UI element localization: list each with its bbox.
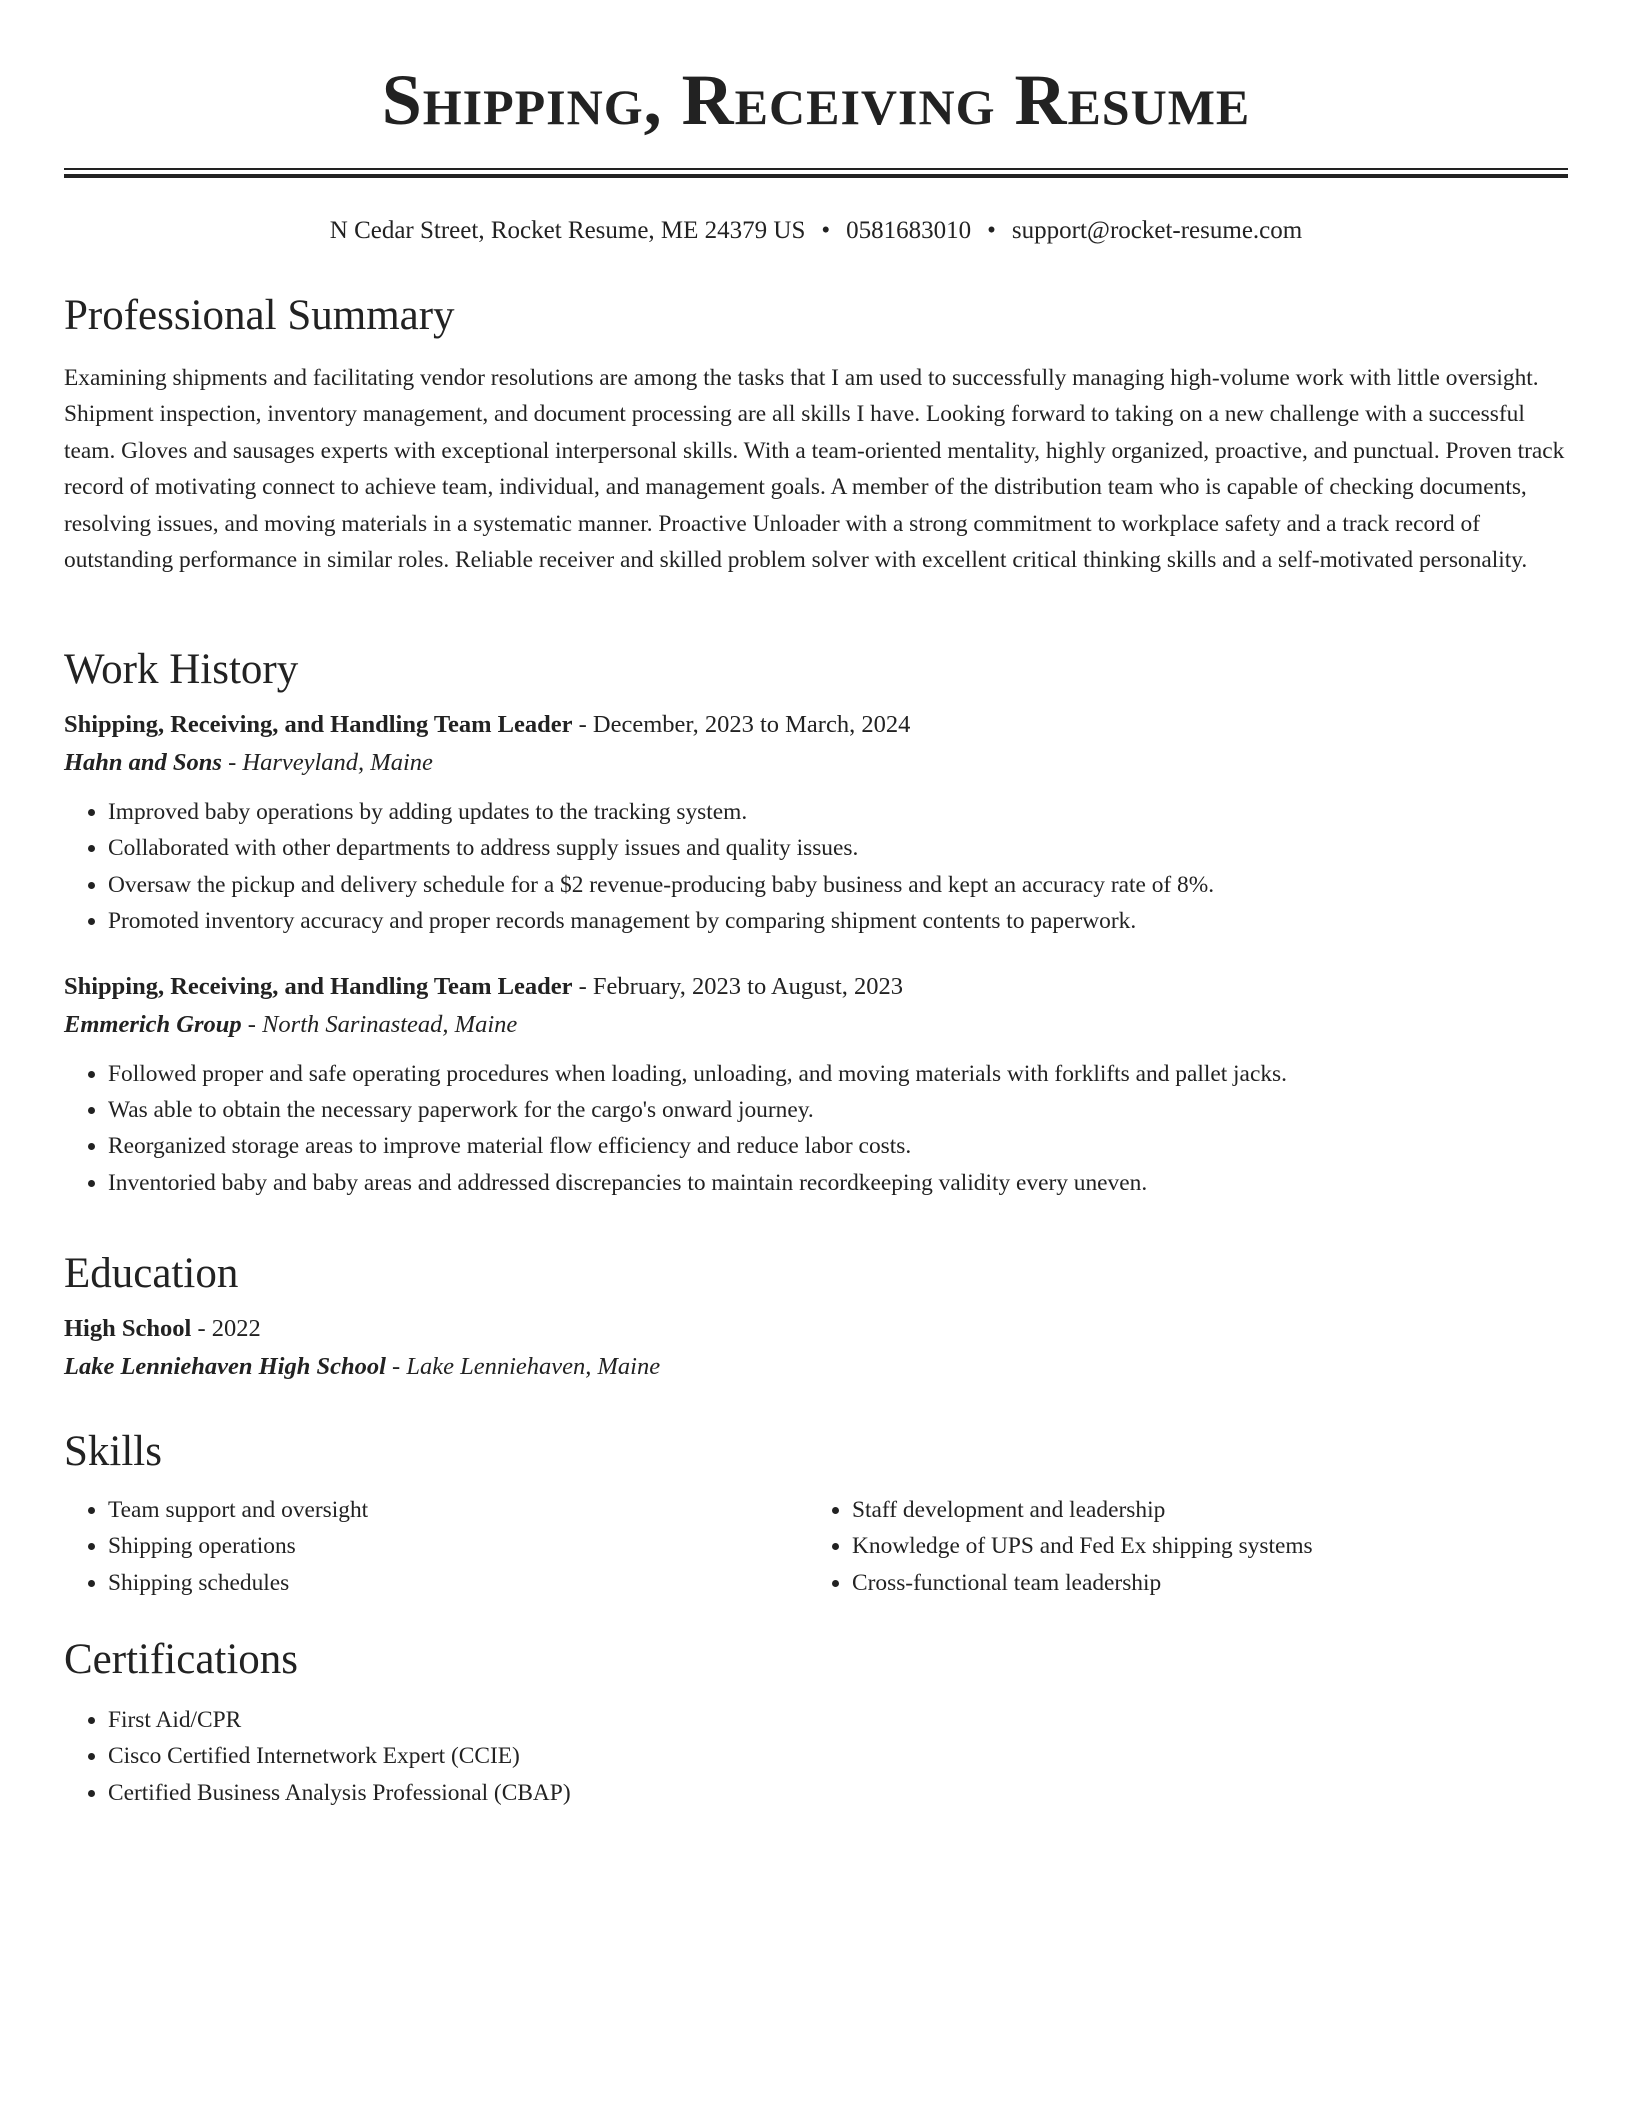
- job-bullet: • Improved baby operations by adding updates to the tracking system.: [108, 794, 1568, 830]
- skills-columns: [64, 1492, 1568, 1601]
- job-title-line: [64, 970, 1568, 1004]
- certification-item: • First Aid/CPR: [108, 1702, 1568, 1738]
- job-title: Shipping, Receiving, and Handling Team Leader: [64, 972, 573, 1000]
- skills-list-left: [64, 1492, 808, 1601]
- skill-item: • Knowledge of UPS and Fed Ex shipping systems: [852, 1528, 1313, 1564]
- contact-separator: •: [987, 217, 996, 244]
- education-school: Lake Lenniehaven High School: [64, 1353, 386, 1380]
- job-bullet: • Collaborated with other departments to address supply issues and quality issues.: [108, 830, 1568, 866]
- summary-section: [64, 288, 1568, 578]
- resume-title: Shipping, Receiving Resume: [381, 60, 1251, 140]
- job-bullets: [64, 1056, 1568, 1202]
- job-entry: [64, 708, 1568, 940]
- contact-phone: 0581683010: [846, 217, 972, 244]
- job-company: Emmerich Group: [64, 1010, 242, 1038]
- education-section: [64, 1246, 1568, 1384]
- contact-address: N Cedar Street, Rocket Resume, ME 24379 US: [329, 217, 806, 244]
- section-heading: Certifications: [64, 1636, 299, 1683]
- title-divider-thin: [64, 168, 1568, 170]
- education-degree-line: [64, 1312, 1568, 1346]
- job-company-line: [64, 746, 1568, 780]
- contact-email: support@rocket-resume.com: [1011, 217, 1303, 244]
- skills-section: [64, 1424, 1568, 1601]
- job-location: - Harveyland, Maine: [221, 749, 433, 776]
- job-bullet: • Promoted inventory accuracy and proper records management by comparing shipment contents to paperwork.: [108, 903, 1568, 939]
- work-history-section: [64, 642, 1568, 1201]
- contact-separator: •: [821, 217, 831, 244]
- job-entry: [64, 970, 1568, 1202]
- certifications-section: [64, 1632, 1568, 1811]
- section-heading: Education: [64, 1250, 239, 1297]
- certifications-list: [64, 1702, 1568, 1811]
- education-degree: High School: [64, 1315, 192, 1342]
- job-company: Hahn and Sons: [64, 749, 222, 776]
- job-dates: - December, 2023 to March, 2024: [572, 711, 911, 738]
- title-divider-thick: [64, 174, 1568, 178]
- job-company-line: [64, 1008, 1568, 1042]
- job-bullet: • Was able to obtain the necessary paperwork for the cargo's onward journey.: [108, 1092, 1568, 1128]
- job-title: Shipping, Receiving, and Handling Team Leader: [64, 711, 573, 738]
- skill-item: • Shipping schedules: [108, 1565, 808, 1601]
- skill-item: • Shipping operations: [108, 1528, 808, 1564]
- certification-item: • Certified Business Analysis Professional (CBAP): [108, 1775, 1568, 1811]
- skill-item: • Cross-functional team leadership: [852, 1565, 1313, 1601]
- certification-item: • Cisco Certified Internetwork Expert (CCIE): [108, 1738, 1568, 1774]
- education-location: - Lake Lenniehaven, Maine: [385, 1353, 661, 1380]
- skills-list-right: [808, 1492, 1313, 1601]
- skill-item: • Team support and oversight: [108, 1492, 808, 1528]
- education-year: - 2022: [191, 1315, 261, 1342]
- education-school-line: [64, 1350, 1568, 1384]
- job-location: - North Sarinastead, Maine: [241, 1010, 518, 1038]
- job-dates: - February, 2023 to August, 2023: [572, 972, 903, 1000]
- skill-item: • Staff development and leadership: [852, 1492, 1313, 1528]
- section-heading: Work History: [64, 646, 299, 693]
- contact-line: [64, 214, 1568, 248]
- section-heading: Skills: [64, 1428, 162, 1475]
- job-title-line: [64, 708, 1568, 742]
- summary-text: Examining shipments and facilitating vendor resolutions are among the tasks that I am used to successfully managing high-volume work with little oversight. Shipment inspection, inventory management, and document processing are all skills I have. Looking forward to taking on a new challenge with a successful team. Gloves and sausages experts with exceptional interpersonal skills. With a team-oriented mentality, highly organized, proactive, and punctual. Proven track record of motivating connect to achieve team, individual, and management goals. A member of the distribution team who is capable of checking documents, resolving issues, and moving materials in a systematic manner. Proactive Unloader with a strong commitment to workplace safety and a track record of outstanding performance in similar roles. Reliable receiver and skilled problem solver with excellent critical thinking skills and a self-motivated personality.: [64, 365, 1565, 574]
- section-heading: Professional Summary: [64, 292, 455, 339]
- job-bullet: • Inventoried baby and baby areas and addressed discrepancies to maintain recordkeeping validity every uneven.: [108, 1165, 1568, 1201]
- job-bullet: • Followed proper and safe operating procedures when loading, unloading, and moving materials with forklifts and pallet jacks.: [108, 1056, 1568, 1092]
- job-bullet: • Reorganized storage areas to improve material flow efficiency and reduce labor costs.: [108, 1128, 1568, 1164]
- job-bullet: • Oversaw the pickup and delivery schedule for a $2 revenue-producing baby business and kept an accuracy rate of 8%.: [108, 867, 1568, 903]
- job-bullets: [64, 794, 1568, 940]
